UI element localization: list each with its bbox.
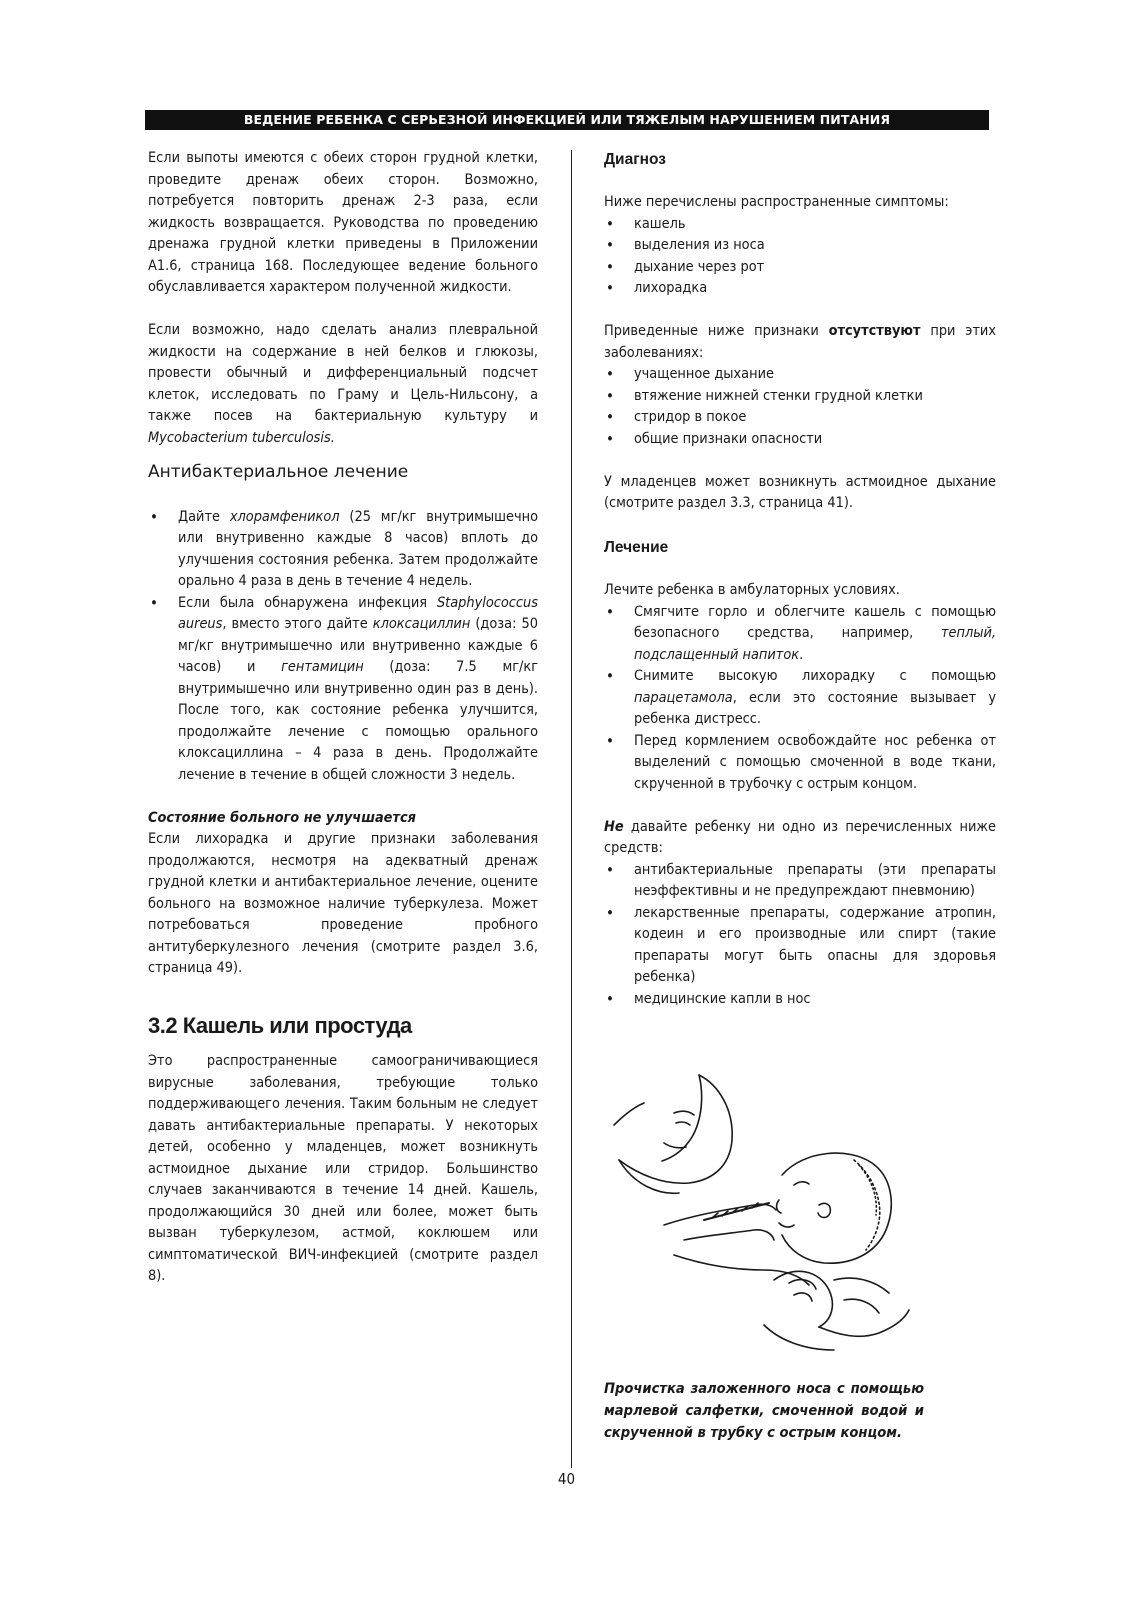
- list-item: [148, 507, 538, 593]
- text: давайте ребенку ни одно из перечисленных ниже средств:: [604, 818, 996, 856]
- treatment-list: [604, 602, 996, 796]
- baby-hair-shading: [859, 1165, 876, 1215]
- diagnosis-heading: Диагноз: [604, 151, 666, 168]
- text: , если это состояние вызывает у ребенка дистресс.: [634, 689, 996, 727]
- list-item: • антибактериальные препараты (эти препараты неэффективны и не предупреждают пневмонию): [604, 860, 996, 903]
- pleural-analysis-text: Если возможно, надо сделать анализ плевральной жидкости на содержание в ней белков и глюкозы, провести обычный и дифференциальный подсчет клеток, исследовать по Граму и Цель-Нильсону, а также посев на бактериальную культуру и: [148, 322, 538, 424]
- drainage-paragraph: Если выпоты имеются с обеих сторон грудной клетки, проведите дренаж обеих сторон. Возможно, потребуется повторить дренаж 2-3 раза, если жидкость возвращается. Руководства по проведению дренажа грудной клетки приведены в Приложении А1.6, страница 168. Последующее ведение больного обуславливается характером полученной жидкости.: [148, 150, 538, 295]
- list-item: • дыхание через рот: [604, 257, 996, 279]
- drug-name: гентамицин: [281, 659, 364, 675]
- list-item: • Перед кормлением освобождайте нос ребенка от выделений с помощью смоченной в воде ткани, скрученной в трубочку с острым концом.: [604, 731, 996, 796]
- figure-caption: Прочистка заложенного носа с помощью марлевой салфетки, смоченной водой и скрученной в трубку с острым концом.: [604, 1380, 924, 1441]
- text: Приведенные ниже признаки: [604, 323, 829, 339]
- adult-lower-hand: [819, 1310, 909, 1336]
- baby-eye: [794, 1182, 809, 1185]
- dont-give-intro: [604, 817, 996, 860]
- baby-nose: [777, 1200, 781, 1213]
- list-item: • лекарственные препараты, содержание атропин, кодеин и его производные или спирт (такие препараты могут быть опасны для здоровья ребенка): [604, 903, 996, 989]
- list-item: • лихорадка: [604, 278, 996, 300]
- adult-hair: [614, 1103, 644, 1125]
- pleural-analysis-paragraph: [148, 320, 538, 449]
- right-column: [604, 148, 996, 1010]
- left-column: [148, 148, 538, 1288]
- list-item: • втяжение нижней стенки грудной клетки: [604, 386, 996, 408]
- baby-ear: [818, 1203, 830, 1217]
- baby-fingers-2: [794, 1293, 812, 1301]
- treatment-intro: Лечите ребенка в амбулаторных условиях.: [604, 582, 900, 598]
- running-header: ВЕДЕНИЕ РЕБЕНКА С СЕРЬЕЗНОЙ ИНФЕКЦИЕЙ ИЛИ ТЯЖЕЛЫМ НАРУШЕНИЕМ ПИТАНИЯ: [145, 110, 989, 130]
- text: (25 мг/кг внутримышечно или внутривенно каждые 8 часов) вплоть до улучшения состояния ребенка. Затем продолжайте орально 4 раза в день в течение 4 недель.: [178, 508, 538, 589]
- column-divider: [571, 150, 572, 1468]
- adult-lower-finger: [834, 1278, 889, 1293]
- symptoms-list: [604, 214, 996, 300]
- adult-wrist: [674, 1255, 809, 1285]
- text: Снимите высокую лихорадку с помощью: [634, 668, 996, 684]
- absent-signs-list: [604, 364, 996, 450]
- adult-hand-fingers: [684, 1230, 774, 1240]
- baby-fingers: [789, 1280, 816, 1289]
- remedy: теплый, подслащенный напиток: [634, 625, 996, 663]
- list-item: [148, 593, 538, 787]
- adult-mouth: [664, 1143, 686, 1148]
- text: Дайте: [178, 508, 230, 525]
- text: Смягчите горло и облегчите кашель с помощью безопасного средства, например,: [634, 603, 996, 641]
- section-paragraph: Это распространенные самоограничивающиеся вирусные заболевания, требующие только поддерживающего лечения. Таким больным не следует давать антибактериальные препараты. У некоторых детей, особенно у младенцев, может возникнуть астмоидное дыхание или стридор. Большинство случаев заканчиваются в течение 14 дней. Кашель, продолжающийся 30 дней или более, может быть вызван туберкулезом, астмой, коклюшем или симптоматической ВИЧ-инфекцией (смотрите раздел 8).: [148, 1053, 538, 1284]
- symptoms-intro: Ниже перечислены распространенные симптомы:: [604, 194, 949, 210]
- list-item: [604, 602, 996, 667]
- adult-face-outline: [619, 1075, 732, 1183]
- text: , вместо этого дайте: [222, 616, 373, 632]
- text: .: [799, 646, 804, 663]
- baby-mouth: [779, 1223, 794, 1227]
- list-item: • учащенное дыхание: [604, 364, 996, 386]
- emphasis: отсутствуют: [828, 323, 921, 339]
- adult-hand-top: [664, 1204, 776, 1225]
- text: (доза: 50 мг/кг внутримышечно или внутривенно каждые 6 часов) и: [178, 616, 538, 675]
- list-item: • выделения из носа: [604, 235, 996, 257]
- organism-name: Mycobacterium tuberculosis.: [148, 429, 335, 446]
- list-item: • кашель: [604, 214, 996, 236]
- drug-name: парацетамола: [634, 689, 733, 706]
- not-improving-heading: Состояние больного не улучшается: [148, 809, 416, 826]
- adult-eye: [676, 1122, 690, 1125]
- treatment-heading: Лечение: [604, 539, 669, 556]
- infants-paragraph: У младенцев может возникнуть астмоидное дыхание (смотрите раздел 3.3, страница 41).: [604, 473, 996, 511]
- baby-head-outline: [782, 1153, 891, 1263]
- text: (доза: 7.5 мг/кг внутримышечно или внутривенно один раз в день). После того, как состояние ребенка улучшится, продолжайте лечение с помощью орального клоксациллина – 4 раза в день. Продолжайте лечение в течение в общей сложности 3 недель.: [178, 659, 538, 783]
- not-improving-paragraph: Если лихорадка и другие признаки заболевания продолжаются, несмотря на адекватный дренаж грудной клетки и антибактериальное лечение, оцените больного на возможное наличие туберкулеза. Может потребоваться проведение пробного антитуберкулезного лечения (смотрите раздел 3.6, страница 49).: [148, 831, 538, 976]
- section-heading: 3.2 Кашель или простуда: [148, 1013, 412, 1038]
- adult-eyebrow: [674, 1111, 694, 1115]
- text: при этих заболеваниях:: [604, 323, 996, 361]
- page-number: 40: [557, 1470, 576, 1488]
- drug-name: хлорамфеникол: [229, 508, 340, 525]
- emphasis: Не: [604, 818, 624, 835]
- organism-name: Staphylococcus aureus: [178, 594, 538, 632]
- list-item: • общие признаки опасности: [604, 429, 996, 451]
- dont-give-list: [604, 860, 996, 1011]
- adult-lower-finger-2: [844, 1299, 879, 1313]
- nose-cleaning-illustration: [604, 1065, 914, 1365]
- antibacterial-list: [148, 507, 538, 787]
- list-item: [604, 666, 996, 731]
- drug-name: клоксациллин: [372, 616, 471, 632]
- list-item: • медицинские капли в нос: [604, 989, 996, 1011]
- text: Если была обнаружена инфекция: [178, 594, 437, 611]
- list-item: • стридор в покое: [604, 407, 996, 429]
- absent-signs-intro: [604, 321, 996, 364]
- antibacterial-heading: Антибактериальное лечение: [148, 462, 409, 482]
